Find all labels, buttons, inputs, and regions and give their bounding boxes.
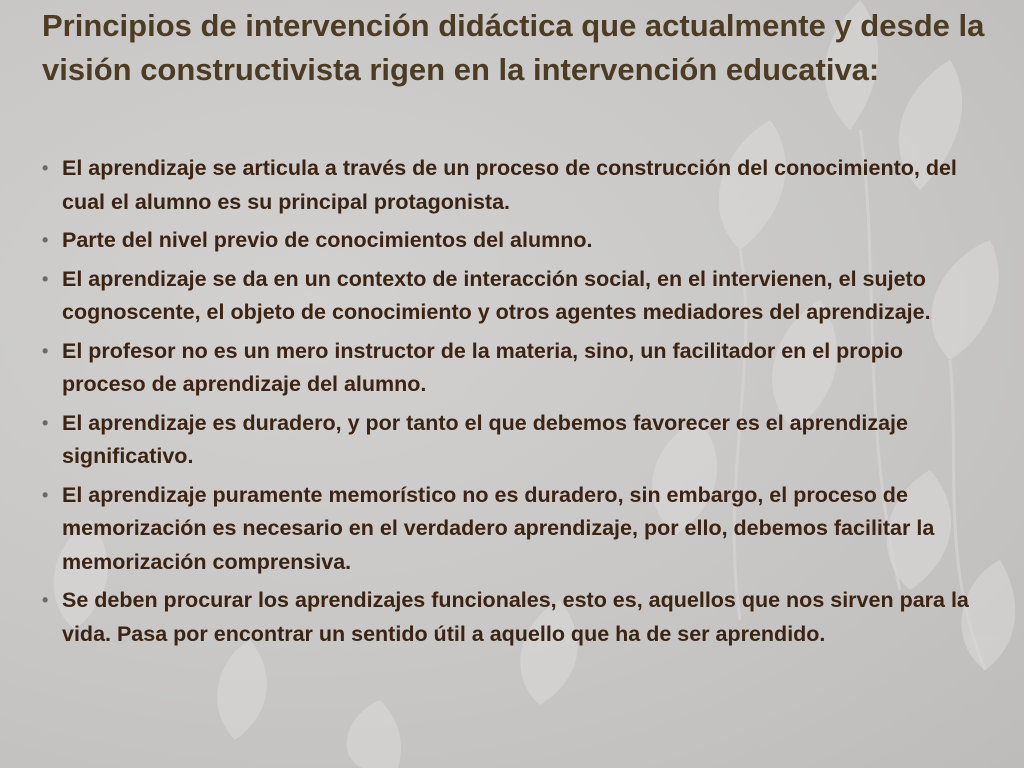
- bullet-text: El aprendizaje se articula a través de un proceso de construcción del conocimiento, del cual el alumno es su principal protagonista.: [62, 156, 957, 214]
- bullet-item: [42, 224, 992, 258]
- bullet-icon: •: [42, 268, 49, 289]
- bullet-item: [42, 407, 992, 474]
- bullet-text: El aprendizaje se da en un contexto de interacción social, en el intervienen, el sujeto cognoscente, el objeto de conocimiento y otros agentes mediadores del aprendizaje.: [62, 266, 931, 324]
- bullet-text: Se deben procurar los aprendizajes funcionales, esto es, aquellos que nos sirven para la vida. Pasa por encontrar un sentido útil a aquello que ha de ser aprendido.: [62, 588, 969, 646]
- bullet-list: [42, 152, 992, 656]
- bullet-icon: •: [42, 484, 49, 505]
- bullet-item: [42, 152, 992, 219]
- bullet-text: Parte del nivel previo de conocimientos del alumno.: [62, 228, 593, 252]
- bullet-text: El aprendizaje es duradero, y por tanto el que debemos favorecer es el aprendizaje significativo.: [62, 410, 908, 468]
- bullet-item: [42, 584, 992, 651]
- bullet-text: El profesor no es un mero instructor de la materia, sino, un facilitador en el propio proceso de aprendizaje del alumno.: [62, 338, 904, 396]
- slide-title: Principios de intervención didáctica que actualmente y desde la visión constructivista rigen en la intervención educativa:: [42, 8, 985, 87]
- bullet-text: El aprendizaje puramente memorístico no es duradero, sin embargo, el proceso de memorización es necesario en el verdadero aprendizaje, por ello, debemos facilitar la memorización comprensiva.: [62, 482, 935, 574]
- bullet-icon: •: [42, 340, 49, 361]
- bullet-item: [42, 335, 992, 402]
- bullet-icon: •: [42, 590, 49, 610]
- bullet-item: [42, 263, 992, 330]
- bullet-icon: •: [42, 412, 49, 433]
- bullet-item: [42, 479, 992, 580]
- bullet-icon: •: [42, 158, 49, 178]
- bullet-icon: •: [42, 230, 49, 250]
